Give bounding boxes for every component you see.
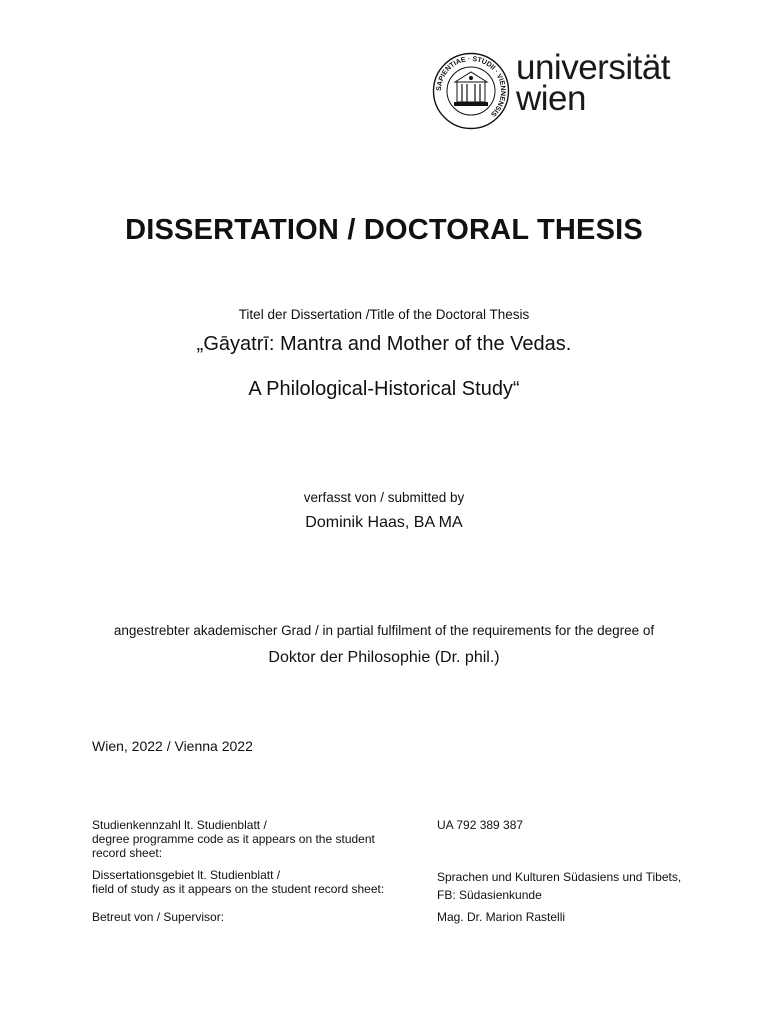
title-label: Titel der Dissertation /Title of the Doctoral Thesis [238, 307, 530, 322]
university-wordmark [516, 48, 671, 118]
field-label-line: degree programme code as it appears on the student [92, 832, 375, 846]
field-label-line: field of study as it appears on the student record sheet: [92, 882, 385, 896]
field-row-supervisor [92, 910, 722, 924]
field-label [92, 868, 437, 902]
field-value [437, 818, 722, 860]
record-fields [92, 818, 722, 932]
thesis-title-line-2: A Philological-Historical Study“ [248, 378, 520, 400]
degree-name: Doktor der Philosophie (Dr. phil.) [268, 649, 500, 666]
wordmark-line-1: universität [516, 48, 671, 87]
field-value-line: Mag. Dr. Marion Rastelli [437, 910, 566, 924]
place-and-date: Wien, 2022 / Vienna 2022 [92, 738, 253, 754]
field-label-line: record sheet: [92, 846, 163, 860]
author-name: Dominik Haas, BA MA [305, 514, 463, 531]
field-label-line: Studienkennzahl lt. Studienblatt / [92, 818, 267, 832]
field-value-line: UA 792 389 387 [437, 818, 524, 832]
submitted-by-label: verfasst von / submitted by [303, 490, 465, 505]
university-logo [432, 48, 704, 132]
field-label-line: Betreut von / Supervisor: [92, 910, 225, 924]
field-label [92, 818, 437, 860]
field-label [92, 910, 437, 924]
field-row-programme-code [92, 818, 722, 860]
seal-text: SAPIENTIAE · STUDII · VIENNENSIS [435, 55, 507, 118]
thesis-title-line-1: „Gāyatrī: Mantra and Mother of the Vedas. [196, 333, 572, 355]
university-seal-icon [432, 52, 510, 130]
field-value [437, 910, 722, 924]
wordmark-line-2: wien [516, 79, 586, 118]
field-row-field-of-study [92, 868, 722, 902]
field-value-line: Sprachen und Kulturen Südasiens und Tibets, [437, 870, 682, 884]
document-type-heading: DISSERTATION / DOCTORAL THESIS [125, 214, 643, 246]
field-value [437, 868, 722, 902]
degree-label: angestrebter akademischer Grad / in partial fulfilment of the requirements for the degree of [113, 623, 655, 638]
svg-text:SAPIENTIAE · STUDII · VIENNENS [436, 56, 506, 118]
field-label-line: Dissertationsgebiet lt. Studienblatt / [92, 868, 281, 882]
field-value-line: FB: Südasienkunde [437, 888, 542, 902]
